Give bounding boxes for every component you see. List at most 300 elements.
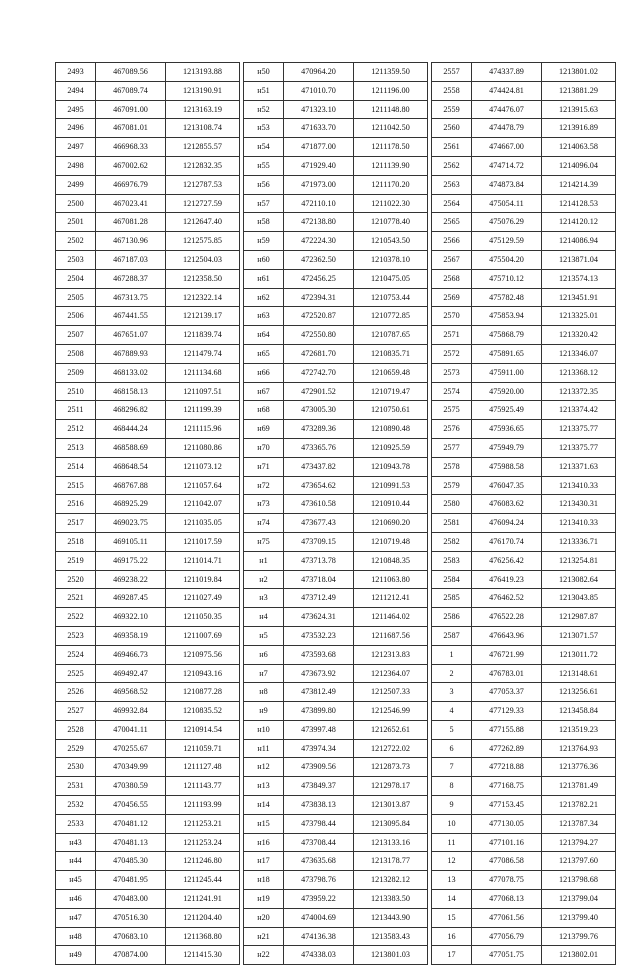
y-coordinate-cell: 1213095.84: [354, 814, 428, 833]
table-row: [432, 777, 616, 796]
x-coordinate-cell: 474667.00: [472, 138, 542, 157]
y-coordinate-cell: 1213108.74: [166, 119, 240, 138]
y-coordinate-cell: 1213871.04: [542, 250, 616, 269]
x-coordinate-cell: 472362.50: [284, 250, 354, 269]
y-coordinate-cell: 1211022.30: [354, 194, 428, 213]
point-number-cell: 2495: [56, 100, 96, 119]
table-row: [56, 927, 240, 946]
table-row: [56, 344, 240, 363]
point-number-cell: 2531: [56, 777, 96, 796]
point-number-cell: 2522: [56, 608, 96, 627]
x-coordinate-cell: 477153.45: [472, 796, 542, 815]
y-coordinate-cell: 1210750.61: [354, 401, 428, 420]
point-number-cell: н12: [244, 758, 284, 777]
table-row: [56, 833, 240, 852]
y-coordinate-cell: 1213458.84: [542, 702, 616, 721]
point-number-cell: 2517: [56, 514, 96, 533]
point-number-cell: 1: [432, 645, 472, 664]
y-coordinate-cell: 1210690.20: [354, 514, 428, 533]
point-number-cell: 10: [432, 814, 472, 833]
point-number-cell: 2528: [56, 720, 96, 739]
point-number-cell: 2577: [432, 438, 472, 457]
y-coordinate-cell: 1213282.12: [354, 871, 428, 890]
table-row: [56, 608, 240, 627]
point-number-cell: н67: [244, 382, 284, 401]
y-coordinate-cell: 1211241.91: [166, 890, 240, 909]
table-row: [56, 852, 240, 871]
table-row: [244, 683, 428, 702]
x-coordinate-cell: 477053.37: [472, 683, 542, 702]
table-row: [432, 927, 616, 946]
point-number-cell: 8: [432, 777, 472, 796]
table-row: [56, 683, 240, 702]
y-coordinate-cell: 1211134.68: [166, 363, 240, 382]
point-number-cell: н69: [244, 420, 284, 439]
y-coordinate-cell: 1213519.23: [542, 720, 616, 739]
point-number-cell: 2532: [56, 796, 96, 815]
table-row: [432, 551, 616, 570]
y-coordinate-cell: 1212987.87: [542, 608, 616, 627]
y-coordinate-cell: 1210910.44: [354, 495, 428, 514]
point-number-cell: 2527: [56, 702, 96, 721]
x-coordinate-cell: 470483.00: [96, 890, 166, 909]
table-row: [244, 63, 428, 82]
x-coordinate-cell: 467441.55: [96, 307, 166, 326]
point-number-cell: н55: [244, 156, 284, 175]
point-number-cell: н47: [56, 908, 96, 927]
x-coordinate-cell: 470683.10: [96, 927, 166, 946]
table-row: [244, 589, 428, 608]
x-coordinate-cell: 477168.75: [472, 777, 542, 796]
point-number-cell: н53: [244, 119, 284, 138]
x-coordinate-cell: 473289.36: [284, 420, 354, 439]
table-row: [244, 664, 428, 683]
table-row: [244, 927, 428, 946]
y-coordinate-cell: 1210991.53: [354, 476, 428, 495]
x-coordinate-cell: 476783.01: [472, 664, 542, 683]
x-coordinate-cell: 468444.24: [96, 420, 166, 439]
point-number-cell: 14: [432, 890, 472, 909]
table-row: [432, 401, 616, 420]
y-coordinate-cell: 1212313.83: [354, 645, 428, 664]
x-coordinate-cell: 467130.96: [96, 232, 166, 251]
x-coordinate-cell: 473624.31: [284, 608, 354, 627]
table-row: [432, 156, 616, 175]
x-coordinate-cell: 473365.76: [284, 438, 354, 457]
y-coordinate-cell: 1210778.40: [354, 213, 428, 232]
table-row: [56, 63, 240, 82]
point-number-cell: н14: [244, 796, 284, 815]
table-row: [244, 946, 428, 965]
point-number-cell: 2579: [432, 476, 472, 495]
x-coordinate-cell: 467187.03: [96, 250, 166, 269]
y-coordinate-cell: 1212722.02: [354, 739, 428, 758]
y-coordinate-cell: 1210914.54: [166, 720, 240, 739]
y-coordinate-cell: 1211050.35: [166, 608, 240, 627]
x-coordinate-cell: 473654.62: [284, 476, 354, 495]
x-coordinate-cell: 467288.37: [96, 269, 166, 288]
y-coordinate-cell: 1210877.28: [166, 683, 240, 702]
point-number-cell: 2574: [432, 382, 472, 401]
point-number-cell: н6: [244, 645, 284, 664]
y-coordinate-cell: 1213443.90: [354, 908, 428, 927]
x-coordinate-cell: 468767.88: [96, 476, 166, 495]
point-number-cell: н43: [56, 833, 96, 852]
point-number-cell: 2513: [56, 438, 96, 457]
table-row: [244, 833, 428, 852]
y-coordinate-cell: 1213133.16: [354, 833, 428, 852]
x-coordinate-cell: 475911.00: [472, 363, 542, 382]
y-coordinate-cell: 1213256.61: [542, 683, 616, 702]
y-coordinate-cell: 1212978.17: [354, 777, 428, 796]
x-coordinate-cell: 469466.73: [96, 645, 166, 664]
table-row: [56, 363, 240, 382]
y-coordinate-cell: 1211080.86: [166, 438, 240, 457]
point-number-cell: 2560: [432, 119, 472, 138]
y-coordinate-cell: 1212546.99: [354, 702, 428, 721]
y-coordinate-cell: 1211687.56: [354, 626, 428, 645]
point-number-cell: 2585: [432, 589, 472, 608]
table-row: [56, 100, 240, 119]
table-row: [432, 683, 616, 702]
y-coordinate-cell: 1213383.50: [354, 890, 428, 909]
y-coordinate-cell: 1211035.05: [166, 514, 240, 533]
table-row: [56, 532, 240, 551]
table-row: [432, 81, 616, 100]
y-coordinate-cell: 1212787.53: [166, 175, 240, 194]
y-coordinate-cell: 1213881.29: [542, 81, 616, 100]
y-coordinate-cell: 1213782.21: [542, 796, 616, 815]
table-row: [56, 871, 240, 890]
y-coordinate-cell: 1213798.68: [542, 871, 616, 890]
point-number-cell: 2571: [432, 326, 472, 345]
table-row: [244, 119, 428, 138]
x-coordinate-cell: 468133.02: [96, 363, 166, 382]
x-coordinate-cell: 467002.62: [96, 156, 166, 175]
y-coordinate-cell: 1210753.44: [354, 288, 428, 307]
point-number-cell: н74: [244, 514, 284, 533]
table-row: [432, 720, 616, 739]
table-row: [244, 213, 428, 232]
x-coordinate-cell: 475504.20: [472, 250, 542, 269]
point-number-cell: 6: [432, 739, 472, 758]
y-coordinate-cell: 1211143.77: [166, 777, 240, 796]
x-coordinate-cell: 475710.12: [472, 269, 542, 288]
y-coordinate-cell: 1211115.96: [166, 420, 240, 439]
table-row: [56, 307, 240, 326]
x-coordinate-cell: 466976.79: [96, 175, 166, 194]
y-coordinate-cell: 1213764.93: [542, 739, 616, 758]
coordinates-table-left: [55, 62, 240, 965]
table-row: [432, 250, 616, 269]
x-coordinate-cell: 471973.00: [284, 175, 354, 194]
point-number-cell: н4: [244, 608, 284, 627]
table-row: [432, 288, 616, 307]
table-row: [432, 852, 616, 871]
x-coordinate-cell: 475868.79: [472, 326, 542, 345]
y-coordinate-cell: 1211199.39: [166, 401, 240, 420]
y-coordinate-cell: 1213325.01: [542, 307, 616, 326]
table-row: [244, 852, 428, 871]
y-coordinate-cell: 1211368.80: [166, 927, 240, 946]
point-number-cell: 2514: [56, 457, 96, 476]
point-number-cell: 2569: [432, 288, 472, 307]
table-row: [432, 495, 616, 514]
point-number-cell: 2566: [432, 232, 472, 251]
table-row: [432, 514, 616, 533]
x-coordinate-cell: 469358.19: [96, 626, 166, 645]
y-coordinate-cell: 1210719.47: [354, 382, 428, 401]
y-coordinate-cell: 1212727.59: [166, 194, 240, 213]
table-row: [432, 476, 616, 495]
y-coordinate-cell: 1212873.73: [354, 758, 428, 777]
table-row: [432, 570, 616, 589]
y-coordinate-cell: 1213915.63: [542, 100, 616, 119]
y-coordinate-cell: 1213082.64: [542, 570, 616, 589]
y-coordinate-cell: 1213372.35: [542, 382, 616, 401]
table-row: [56, 175, 240, 194]
point-number-cell: 2529: [56, 739, 96, 758]
point-number-cell: н54: [244, 138, 284, 157]
x-coordinate-cell: 469932.84: [96, 702, 166, 721]
y-coordinate-cell: 1213374.42: [542, 401, 616, 420]
table-row: [56, 288, 240, 307]
y-coordinate-cell: 1213371.63: [542, 457, 616, 476]
x-coordinate-cell: 473677.43: [284, 514, 354, 533]
x-coordinate-cell: 472456.25: [284, 269, 354, 288]
x-coordinate-cell: 472681.70: [284, 344, 354, 363]
table-row: [432, 645, 616, 664]
y-coordinate-cell: 1211097.51: [166, 382, 240, 401]
x-coordinate-cell: 477262.89: [472, 739, 542, 758]
y-coordinate-cell: 1213583.43: [354, 927, 428, 946]
table-row: [432, 532, 616, 551]
point-number-cell: 2501: [56, 213, 96, 232]
x-coordinate-cell: 477061.56: [472, 908, 542, 927]
x-coordinate-cell: 477155.88: [472, 720, 542, 739]
x-coordinate-cell: 472394.31: [284, 288, 354, 307]
x-coordinate-cell: 477078.75: [472, 871, 542, 890]
y-coordinate-cell: 1211839.74: [166, 326, 240, 345]
x-coordinate-cell: 471929.40: [284, 156, 354, 175]
table-row: [244, 871, 428, 890]
x-coordinate-cell: 475949.79: [472, 438, 542, 457]
point-number-cell: 2526: [56, 683, 96, 702]
table-row: [244, 457, 428, 476]
table-row: [432, 344, 616, 363]
y-coordinate-cell: 1214214.39: [542, 175, 616, 194]
point-number-cell: н58: [244, 213, 284, 232]
point-number-cell: н18: [244, 871, 284, 890]
point-number-cell: 2524: [56, 645, 96, 664]
table-row: [56, 777, 240, 796]
point-number-cell: 2521: [56, 589, 96, 608]
x-coordinate-cell: 469105.11: [96, 532, 166, 551]
point-number-cell: н3: [244, 589, 284, 608]
table-row: [56, 232, 240, 251]
point-number-cell: 2565: [432, 213, 472, 232]
table-row: [56, 457, 240, 476]
table-row: [244, 532, 428, 551]
table-row: [244, 908, 428, 927]
y-coordinate-cell: 1211063.80: [354, 570, 428, 589]
y-coordinate-cell: 1212504.03: [166, 250, 240, 269]
x-coordinate-cell: 473593.68: [284, 645, 354, 664]
table-row: [432, 946, 616, 965]
point-number-cell: н50: [244, 63, 284, 82]
point-number-cell: н73: [244, 495, 284, 514]
point-number-cell: 2584: [432, 570, 472, 589]
x-coordinate-cell: 475925.49: [472, 401, 542, 420]
x-coordinate-cell: 476462.52: [472, 589, 542, 608]
point-number-cell: 2580: [432, 495, 472, 514]
point-number-cell: 2523: [56, 626, 96, 645]
table-row: [244, 326, 428, 345]
x-coordinate-cell: 472550.80: [284, 326, 354, 345]
table-row: [56, 946, 240, 965]
point-number-cell: н72: [244, 476, 284, 495]
coordinates-table-right: [431, 62, 616, 965]
y-coordinate-cell: 1213797.60: [542, 852, 616, 871]
point-number-cell: н19: [244, 890, 284, 909]
table-row: [56, 720, 240, 739]
table-row: [244, 645, 428, 664]
y-coordinate-cell: 1213336.71: [542, 532, 616, 551]
table-row: [56, 420, 240, 439]
y-coordinate-cell: 1211204.40: [166, 908, 240, 927]
point-number-cell: н52: [244, 100, 284, 119]
y-coordinate-cell: 1213193.88: [166, 63, 240, 82]
x-coordinate-cell: 473635.68: [284, 852, 354, 871]
point-number-cell: 2515: [56, 476, 96, 495]
point-number-cell: 2507: [56, 326, 96, 345]
x-coordinate-cell: 474004.69: [284, 908, 354, 927]
x-coordinate-cell: 470481.13: [96, 833, 166, 852]
point-number-cell: 2567: [432, 250, 472, 269]
y-coordinate-cell: 1210943.78: [354, 457, 428, 476]
table-row: [56, 570, 240, 589]
table-row: [432, 608, 616, 627]
table-row: [244, 288, 428, 307]
table-row: [244, 420, 428, 439]
point-number-cell: н48: [56, 927, 96, 946]
point-number-cell: 2493: [56, 63, 96, 82]
y-coordinate-cell: 1213799.40: [542, 908, 616, 927]
table-row: [56, 194, 240, 213]
x-coordinate-cell: 473997.48: [284, 720, 354, 739]
table-row: [56, 551, 240, 570]
table-row: [244, 720, 428, 739]
point-number-cell: 2518: [56, 532, 96, 551]
table-row: [432, 739, 616, 758]
point-number-cell: н1: [244, 551, 284, 570]
y-coordinate-cell: 1211027.49: [166, 589, 240, 608]
y-coordinate-cell: 1210890.48: [354, 420, 428, 439]
x-coordinate-cell: 476643.96: [472, 626, 542, 645]
table-row: [432, 796, 616, 815]
x-coordinate-cell: 475891.65: [472, 344, 542, 363]
point-number-cell: 2587: [432, 626, 472, 645]
table-row: [56, 664, 240, 683]
point-number-cell: н22: [244, 946, 284, 965]
x-coordinate-cell: 476083.62: [472, 495, 542, 514]
y-coordinate-cell: 1213801.03: [354, 946, 428, 965]
point-number-cell: 9: [432, 796, 472, 815]
table-row: [244, 232, 428, 251]
point-number-cell: 2570: [432, 307, 472, 326]
point-number-cell: 2573: [432, 363, 472, 382]
y-coordinate-cell: 1213178.77: [354, 852, 428, 871]
y-coordinate-cell: 1213346.07: [542, 344, 616, 363]
y-coordinate-cell: 1213799.76: [542, 927, 616, 946]
point-number-cell: 2576: [432, 420, 472, 439]
point-number-cell: н2: [244, 570, 284, 589]
x-coordinate-cell: 470255.67: [96, 739, 166, 758]
point-number-cell: 2512: [56, 420, 96, 439]
table-row: [244, 363, 428, 382]
x-coordinate-cell: 476522.28: [472, 608, 542, 627]
y-coordinate-cell: 1212358.50: [166, 269, 240, 288]
table-row: [56, 269, 240, 288]
table-row: [432, 438, 616, 457]
point-number-cell: 3: [432, 683, 472, 702]
x-coordinate-cell: 472138.80: [284, 213, 354, 232]
y-coordinate-cell: 1213799.04: [542, 890, 616, 909]
y-coordinate-cell: 1212652.61: [354, 720, 428, 739]
table-row: [244, 250, 428, 269]
table-row: [432, 664, 616, 683]
point-number-cell: 2563: [432, 175, 472, 194]
x-coordinate-cell: 470964.20: [284, 63, 354, 82]
y-coordinate-cell: 1214120.12: [542, 213, 616, 232]
point-number-cell: 2499: [56, 175, 96, 194]
y-coordinate-cell: 1211073.12: [166, 457, 240, 476]
table-row: [56, 814, 240, 833]
table-row: [244, 495, 428, 514]
x-coordinate-cell: 468925.29: [96, 495, 166, 514]
point-number-cell: 2503: [56, 250, 96, 269]
y-coordinate-cell: 1213776.36: [542, 758, 616, 777]
point-number-cell: 17: [432, 946, 472, 965]
x-coordinate-cell: 470041.11: [96, 720, 166, 739]
x-coordinate-cell: 471323.10: [284, 100, 354, 119]
table-row: [432, 758, 616, 777]
x-coordinate-cell: 470874.00: [96, 946, 166, 965]
x-coordinate-cell: 469568.52: [96, 683, 166, 702]
x-coordinate-cell: 477129.33: [472, 702, 542, 721]
point-number-cell: н45: [56, 871, 96, 890]
x-coordinate-cell: 475782.48: [472, 288, 542, 307]
x-coordinate-cell: 469023.75: [96, 514, 166, 533]
y-coordinate-cell: 1211359.50: [354, 63, 428, 82]
x-coordinate-cell: 474136.38: [284, 927, 354, 946]
point-number-cell: 2504: [56, 269, 96, 288]
x-coordinate-cell: 470481.95: [96, 871, 166, 890]
y-coordinate-cell: 1212575.85: [166, 232, 240, 251]
x-coordinate-cell: 467091.00: [96, 100, 166, 119]
point-number-cell: 4: [432, 702, 472, 721]
point-number-cell: 2500: [56, 194, 96, 213]
point-number-cell: н68: [244, 401, 284, 420]
point-number-cell: н61: [244, 269, 284, 288]
y-coordinate-cell: 1211139.90: [354, 156, 428, 175]
point-number-cell: н62: [244, 288, 284, 307]
point-number-cell: н5: [244, 626, 284, 645]
y-coordinate-cell: 1213254.81: [542, 551, 616, 570]
x-coordinate-cell: 472742.70: [284, 363, 354, 382]
table-row: [56, 81, 240, 100]
y-coordinate-cell: 1213368.12: [542, 363, 616, 382]
